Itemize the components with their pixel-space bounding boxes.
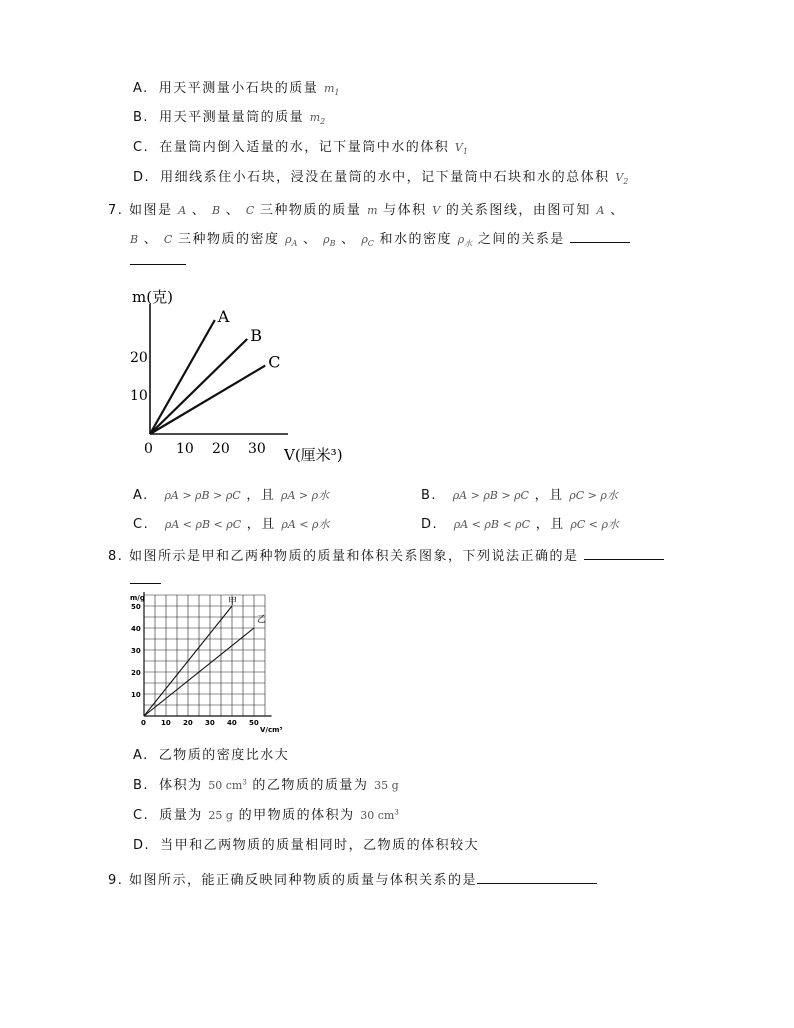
x-axis-label: V(厘米³) [284, 446, 343, 464]
q7-option-d [421, 513, 619, 532]
y-tick-10: 10 [130, 388, 148, 404]
conjunction: ，且 [535, 517, 565, 532]
series-line-b [150, 339, 247, 434]
answer-blank[interactable] [477, 883, 597, 884]
option-label: A. [133, 748, 149, 763]
symbol-c: C [245, 204, 255, 217]
q7-option-b [421, 484, 618, 503]
q6-option-c [133, 136, 468, 156]
q8-stem [108, 545, 664, 564]
y-tick-20: 20 [130, 350, 148, 366]
x-tick-0: 0 [141, 719, 146, 727]
relation: ρA > ρ水 [281, 489, 330, 502]
relation: ρA < ρB < ρC [164, 518, 242, 531]
conjunction: ，且 [246, 517, 276, 532]
x-tick-10: 10 [161, 719, 171, 727]
y-axis-label: m(克) [132, 288, 173, 306]
stem-text: 和水的密度 [379, 232, 453, 247]
rho-c: $\rho_C$ [361, 233, 374, 249]
separator: 、 [610, 203, 625, 218]
mass-value: 35 g [374, 779, 399, 792]
option-label: C. [133, 140, 150, 155]
volume-value: 30 $cm^3$ [360, 808, 399, 822]
series-label-b: B [250, 326, 262, 345]
series-label-yi: 乙 [257, 615, 267, 625]
option-label: B. [421, 488, 438, 503]
q8-option-a [133, 744, 289, 763]
rho-a: $\rho_A$ [285, 233, 298, 249]
y-tick-30: 30 [131, 647, 141, 655]
relation: ρA < ρB < ρC [453, 518, 531, 531]
option-text: 用天平测量小石块的质量 [158, 81, 319, 96]
q8-option-b [133, 774, 399, 793]
option-text: 用天平测量量筒的质量 [159, 110, 305, 125]
option-label: A. [133, 488, 149, 503]
x-tick-10: 10 [176, 441, 194, 457]
symbol-c: C [163, 233, 173, 246]
symbol-m2: $m_2$ [309, 111, 326, 127]
series-label-c: C [268, 352, 281, 372]
y-tick-10: 10 [131, 691, 141, 699]
mass-volume-chart-abc [118, 282, 378, 466]
symbol-b: B [130, 233, 139, 246]
option-label: B. [133, 110, 150, 125]
relation: ρA < ρ水 [281, 518, 330, 531]
symbol-b: B [211, 204, 221, 217]
option-text: 用细线系住小石块，浸没在量筒的水中，记下量筒中石块和水的总体积 [160, 170, 610, 185]
option-label: C. [133, 517, 150, 532]
y-axis-label: m/g [130, 594, 145, 602]
stem-text: 如图是 [129, 203, 173, 218]
stem-text: 如图所示，能正确反映同种物质的质量与体积关系的是 [129, 873, 478, 888]
relation: ρA > ρB > ρC [452, 489, 529, 502]
x-tick-20: 20 [212, 441, 230, 457]
symbol-a: A [596, 204, 605, 217]
relation: ρC < ρ水 [570, 518, 619, 531]
separator: 、 [341, 232, 356, 247]
y-tick-50: 50 [131, 603, 141, 611]
q6-option-b [133, 106, 325, 126]
option-text: 的甲物质的体积为 [238, 808, 355, 823]
q7-stem-line2 [130, 228, 630, 249]
x-tick-50: 50 [249, 719, 259, 727]
option-label: D. [133, 170, 151, 185]
x-tick-0: 0 [144, 441, 153, 457]
stem-text: 之间的关系是 [477, 232, 565, 247]
symbol-v1: $V_1$ [454, 141, 468, 157]
conjunction: ，且 [246, 488, 276, 503]
separator: 、 [303, 232, 318, 247]
x-tick-30: 30 [205, 719, 215, 727]
option-text: 的乙物质的质量为 [252, 778, 369, 793]
volume-value: 50 $cm^3$ [208, 778, 247, 792]
conjunction: ，且 [534, 488, 564, 503]
option-label: C. [133, 808, 150, 823]
stem-text: 与体积 [383, 203, 427, 218]
answer-blank-continued[interactable] [130, 264, 186, 265]
option-label: D. [421, 517, 439, 532]
x-tick-30: 30 [248, 441, 266, 457]
q8-option-d [133, 834, 479, 853]
series-line-c [150, 366, 265, 434]
x-axis-label: V/cm³ [260, 726, 283, 734]
option-label: B. [133, 778, 150, 793]
x-tick-40: 40 [227, 719, 237, 727]
question-number: 8. [108, 549, 124, 564]
answer-blank[interactable] [584, 559, 664, 560]
separator: 、 [191, 203, 207, 218]
option-text: 体积为 [159, 778, 203, 793]
separator: 、 [225, 203, 241, 218]
series-label-jia: 甲 [228, 597, 238, 607]
symbol-m1: $m_1$ [323, 82, 340, 98]
option-text: 质量为 [159, 808, 203, 823]
y-tick-40: 40 [131, 625, 141, 633]
mass-value: 25 g [208, 809, 233, 822]
symbol-v2: $V_2$ [615, 171, 629, 187]
q7-option-c [133, 513, 330, 532]
q6-option-d [133, 166, 628, 186]
option-label: A. [133, 81, 149, 96]
x-tick-20: 20 [183, 719, 193, 727]
series-line-a [150, 320, 215, 434]
stem-text: 如图所示是甲和乙两种物质的质量和体积关系图象，下列说法正确的是 [129, 549, 579, 564]
separator: 、 [143, 232, 159, 247]
rho-water: $\rho_水$ [457, 233, 473, 249]
answer-blank-continued[interactable] [130, 583, 161, 584]
stem-text: 三种物质的质量 [259, 203, 362, 218]
symbol-a: A [178, 204, 187, 217]
stem-text: 的关系图线，由图可知 [445, 203, 591, 218]
q9-stem [108, 869, 597, 888]
relation: ρC > ρ水 [569, 489, 618, 502]
y-tick-20: 20 [131, 669, 141, 677]
option-text: 当甲和乙两物质的质量相同时，乙物质的体积较大 [160, 838, 480, 853]
q8-option-c [133, 804, 399, 823]
option-text: 在量筒内倒入适量的水，记下量筒中水的体积 [159, 140, 450, 155]
q7-stem-line1 [108, 199, 625, 218]
option-text: 乙物质的密度比水大 [158, 748, 290, 763]
relation: ρA > ρB > ρC [164, 489, 241, 502]
mass-volume-chart-jia-yi [128, 592, 288, 738]
q7-option-a [133, 484, 329, 503]
rho-b: $\rho_B$ [323, 233, 336, 249]
stem-text: 三种物质的密度 [177, 232, 280, 247]
question-number: 7. [108, 203, 124, 218]
q6-option-a [133, 77, 339, 97]
symbol-mass: m [367, 204, 378, 217]
series-label-a: A [217, 307, 230, 326]
question-number: 9. [108, 873, 124, 888]
answer-blank[interactable] [570, 242, 630, 243]
option-label: D. [133, 838, 151, 853]
symbol-volume: V [432, 204, 441, 217]
